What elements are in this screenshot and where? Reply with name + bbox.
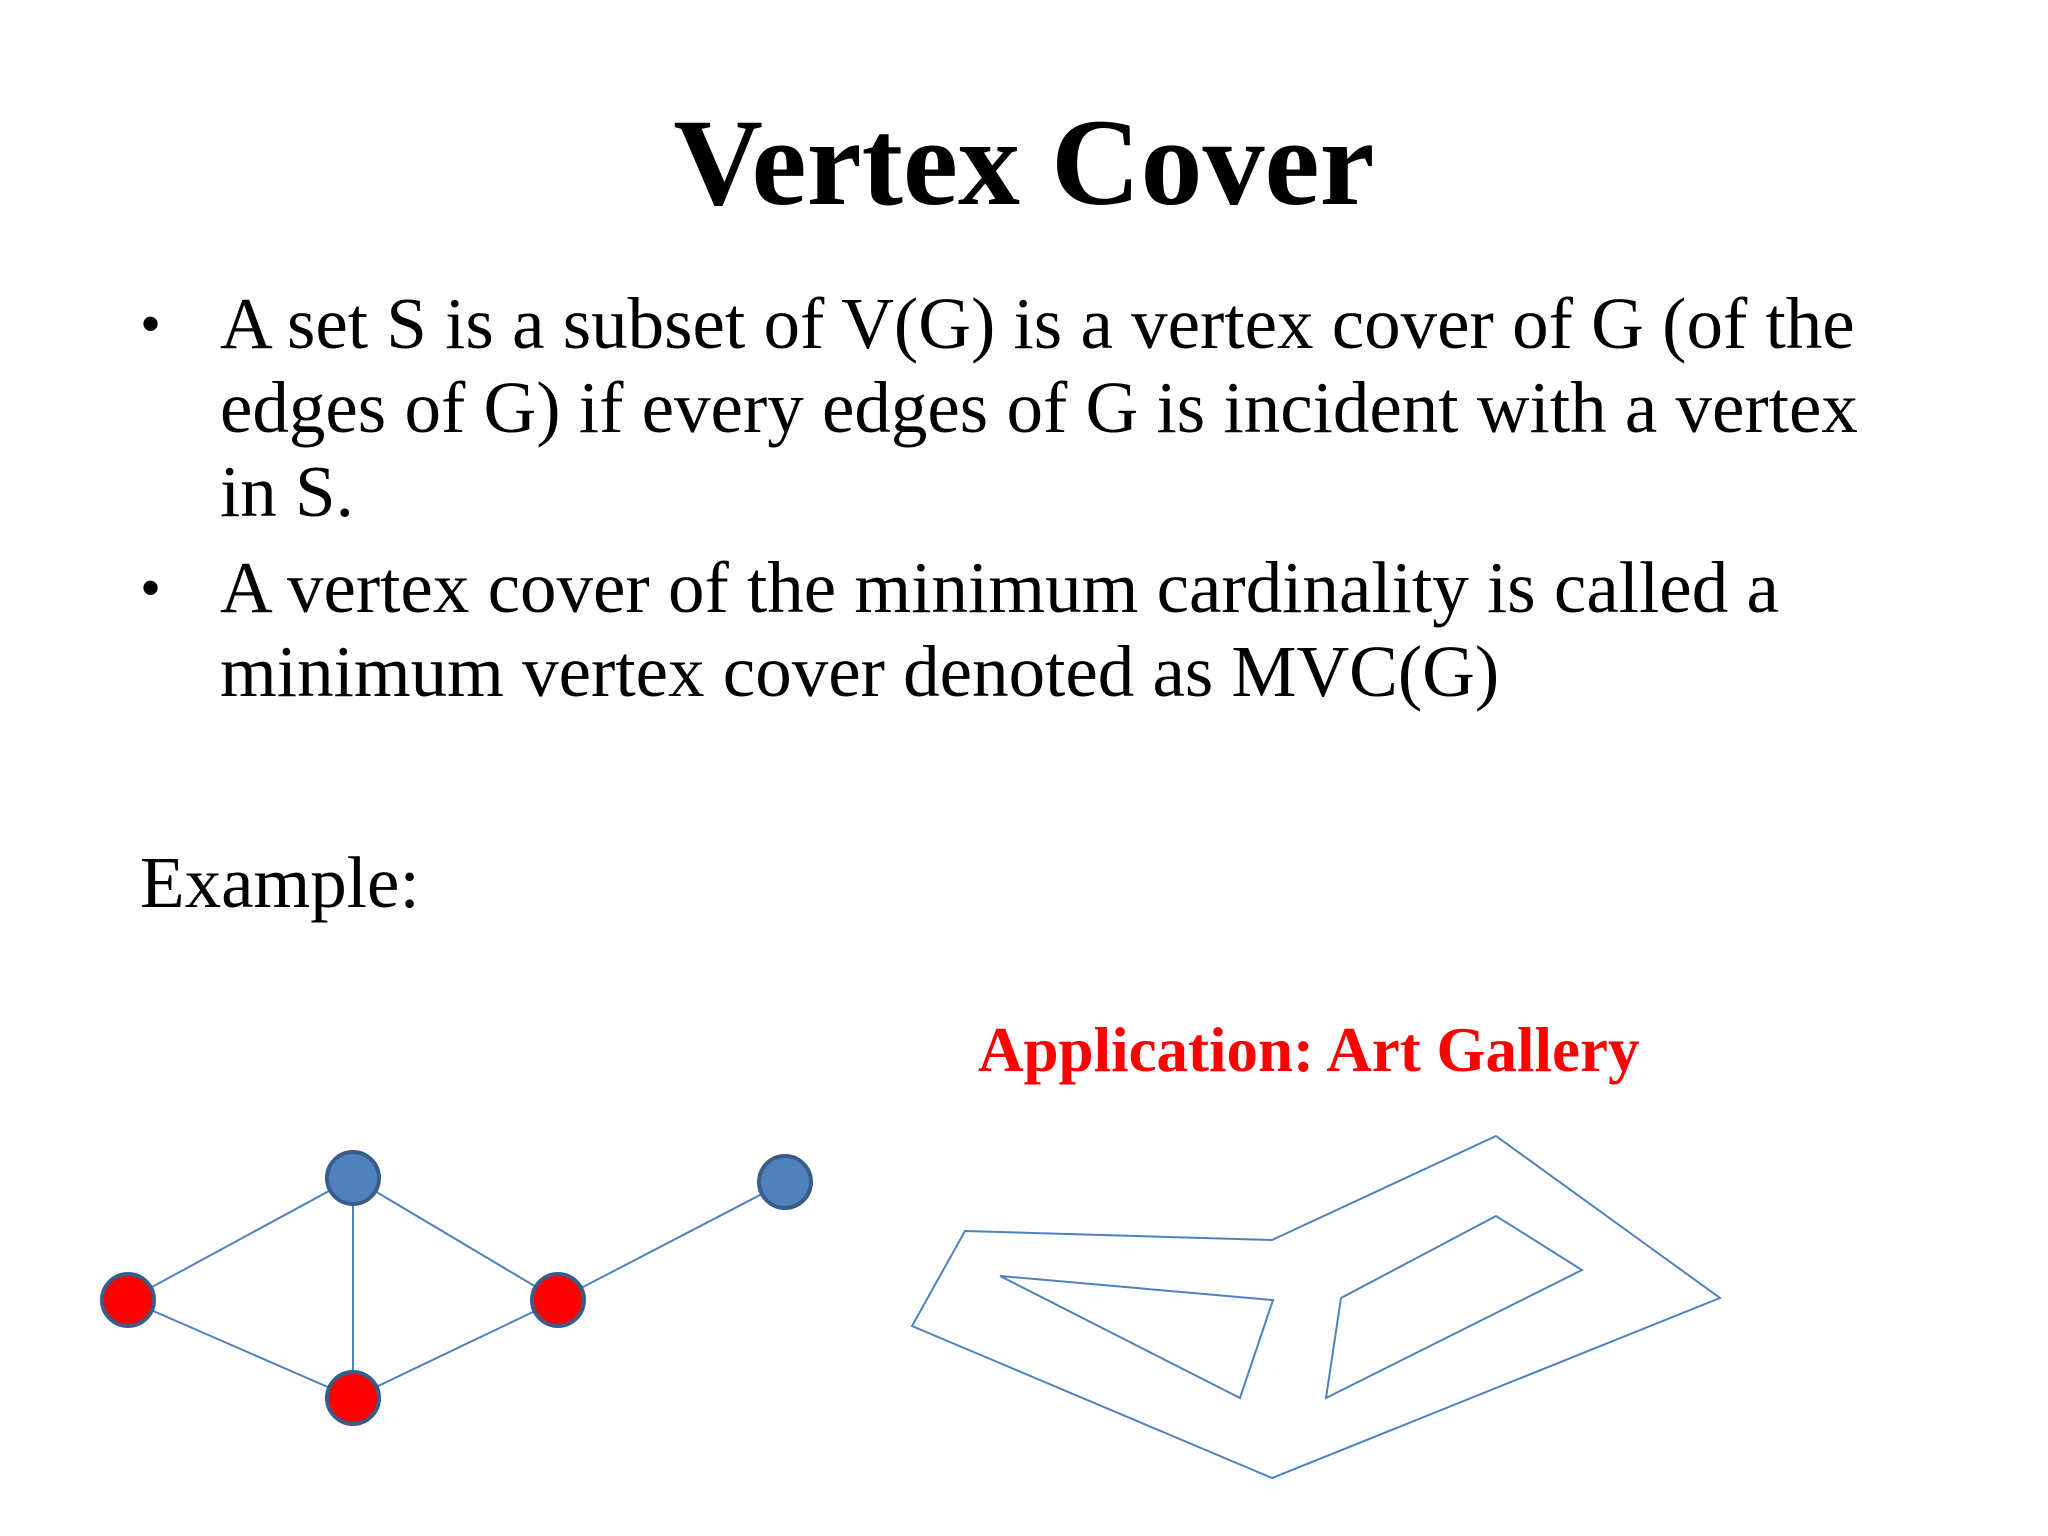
bullet-item-minimum-vertex-cover bbox=[140, 546, 1920, 714]
art-gallery-floor-plan bbox=[912, 1136, 1720, 1478]
bullet-marker: • bbox=[140, 291, 162, 357]
example-label: Example: bbox=[140, 842, 420, 923]
vertex-right-cover bbox=[532, 1274, 584, 1326]
graph-edge-left-bottom bbox=[128, 1300, 353, 1398]
vertex-bottom-cover bbox=[327, 1372, 379, 1424]
bullet-text: A vertex cover of the minimum cardinality is called a minimum vertex cover denoted as MVC(G) bbox=[220, 547, 1779, 712]
graph-edge-top-right bbox=[353, 1178, 558, 1300]
graph-edge-right-far-right bbox=[558, 1182, 785, 1300]
example-graph bbox=[102, 1152, 811, 1424]
vertex-far-right bbox=[759, 1156, 811, 1208]
graph-vertices bbox=[102, 1152, 811, 1424]
slide-title: Vertex Cover bbox=[673, 94, 1375, 231]
gallery-inner-wall-right bbox=[1326, 1216, 1582, 1398]
bullet-text: A set S is a subset of V(G) is a vertex cover of G (of the edges of G) if every edges of G is incident with a vertex in S. bbox=[220, 283, 1858, 532]
application-label: Application: Art Gallery bbox=[978, 1015, 1640, 1085]
graph-edge-left-top bbox=[128, 1178, 353, 1300]
bullet-list bbox=[140, 282, 1920, 726]
gallery-inner-wall-left bbox=[1000, 1276, 1273, 1398]
bullet-item-vertex-cover-definition bbox=[140, 282, 1920, 534]
graph-edge-bottom-right bbox=[353, 1300, 558, 1398]
vertex-left-cover bbox=[102, 1274, 154, 1326]
gallery-outer-wall bbox=[912, 1136, 1720, 1478]
vertex-top bbox=[327, 1152, 379, 1204]
graph-edges bbox=[128, 1178, 785, 1398]
bullet-marker: • bbox=[140, 555, 162, 621]
